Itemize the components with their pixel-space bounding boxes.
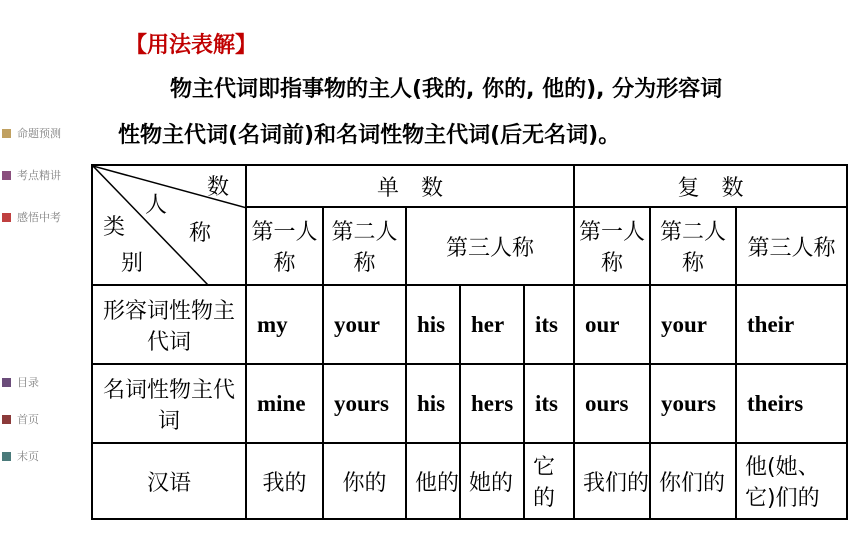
table-cell: your [650, 285, 736, 364]
nav-label: 末页 [17, 450, 39, 463]
intro-line-1: 物主代词即指事物的主人(我的, 你的, 他的), 分为形容词 [170, 77, 723, 102]
table-cell: its [524, 364, 574, 443]
table-cell: 他(她、它)们的 [736, 443, 847, 519]
corner-ren: 人 [145, 193, 168, 218]
nav-item-exam-insight[interactable] [2, 209, 61, 225]
table-cell: his [406, 285, 460, 364]
square-icon [2, 415, 11, 424]
table-row [92, 443, 847, 519]
person-header: 第一人称 [574, 207, 650, 285]
table-row [92, 364, 847, 443]
square-icon [2, 171, 11, 180]
corner-header [92, 165, 246, 285]
square-icon [2, 378, 11, 387]
table-cell: mine [246, 364, 323, 443]
table-cell: theirs [736, 364, 847, 443]
square-icon [2, 452, 11, 461]
corner-cheng: 称 [189, 221, 212, 246]
table-cell: 它的 [524, 443, 574, 519]
table-cell: 你的 [323, 443, 406, 519]
nav-item-home[interactable] [2, 411, 39, 427]
row-label: 形容词性物主代词 [92, 285, 246, 364]
header-singular: 单 数 [246, 165, 574, 207]
corner-bie: 别 [121, 251, 144, 276]
table-cell: 我们的 [574, 443, 650, 519]
corner-lei: 类 [103, 215, 126, 240]
table-cell: 他的 [406, 443, 460, 519]
table-cell: our [574, 285, 650, 364]
table-cell: hers [460, 364, 524, 443]
section-title: 【用法表解】 [125, 33, 258, 58]
table-cell: my [246, 285, 323, 364]
table-cell: yours [323, 364, 406, 443]
table-cell: his [406, 364, 460, 443]
table-cell: 她的 [460, 443, 524, 519]
person-header: 第三人称 [736, 207, 847, 285]
nav-label: 命题预测 [17, 127, 61, 140]
table-cell: your [323, 285, 406, 364]
header-plural: 复 数 [574, 165, 847, 207]
intro-line-2: 性物主代词(名词前)和名词性物主代词(后无名词)。 [118, 123, 621, 148]
nav-item-contents[interactable] [2, 374, 39, 390]
nav-item-key-points[interactable] [2, 167, 61, 183]
table-cell: her [460, 285, 524, 364]
person-header: 第三人称 [406, 207, 574, 285]
nav-item-prediction[interactable] [2, 125, 61, 141]
table-cell: its [524, 285, 574, 364]
row-label: 名词性物主代词 [92, 364, 246, 443]
square-icon [2, 129, 11, 138]
person-header: 第二人称 [650, 207, 736, 285]
row-label: 汉语 [92, 443, 246, 519]
table-row [92, 285, 847, 364]
possessive-pronoun-table [91, 164, 848, 520]
person-header: 第一人称 [246, 207, 323, 285]
table-cell: yours [650, 364, 736, 443]
table-cell: ours [574, 364, 650, 443]
table-cell: 你们的 [650, 443, 736, 519]
nav-item-last-page[interactable] [2, 448, 39, 464]
table-cell: their [736, 285, 847, 364]
nav-label: 目录 [17, 376, 39, 389]
nav-label: 首页 [17, 413, 39, 426]
person-header: 第二人称 [323, 207, 406, 285]
table-cell: 我的 [246, 443, 323, 519]
nav-label: 考点精讲 [17, 169, 61, 182]
square-icon [2, 213, 11, 222]
corner-shu: 数 [207, 175, 230, 200]
nav-label: 感悟中考 [17, 211, 61, 224]
